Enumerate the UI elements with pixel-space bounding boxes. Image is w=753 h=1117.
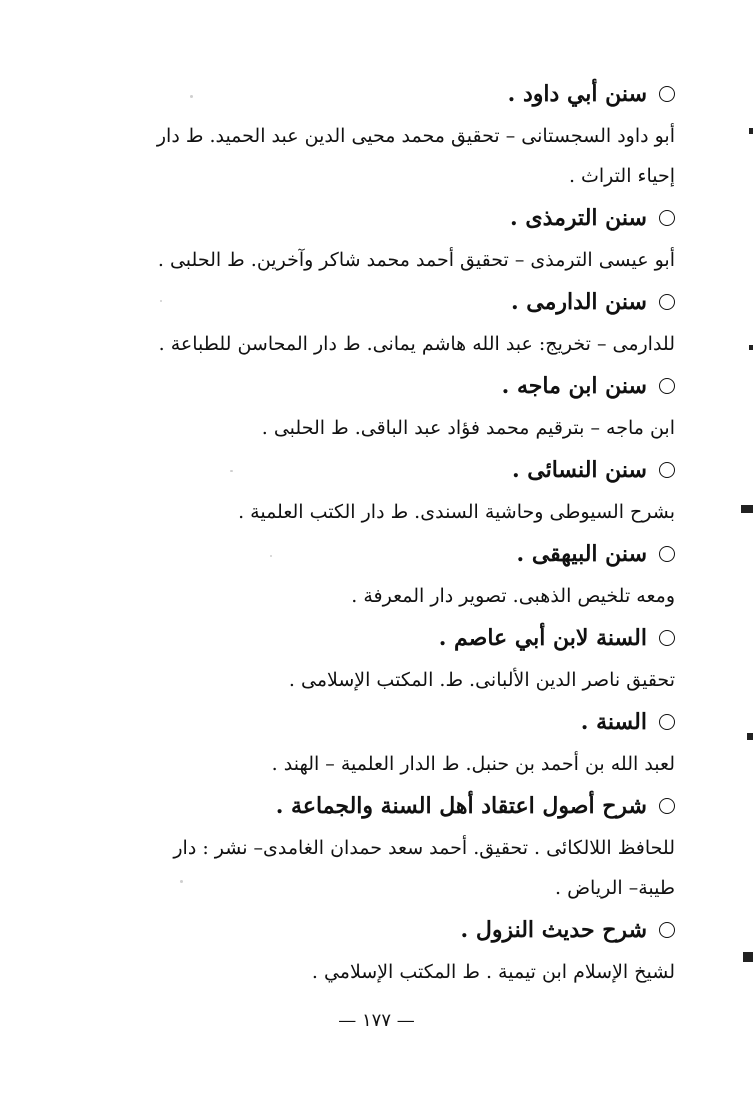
scan-edge-mark — [747, 733, 753, 740]
entry-description — [115, 660, 675, 700]
circle-bullet-icon — [659, 210, 675, 226]
entry-description — [115, 408, 675, 448]
entry-description-line: تحقيق ناصر الدين الألبانى. ط. المكتب الإسلامى . — [288, 669, 675, 691]
list-item — [115, 448, 675, 532]
paper-speck — [180, 880, 183, 883]
list-item — [115, 784, 675, 908]
entry-description-line: طيبة– الرياض . — [555, 877, 675, 899]
entry-description-line: بشرح السيوطى وحاشية السندى. ط دار الكتب العلمية . — [238, 501, 675, 523]
scan-edge-mark — [749, 345, 753, 350]
entry-description — [115, 492, 675, 532]
entry-description-line: لشيخ الإسلام ابن تيمية . ط المكتب الإسلامي . — [311, 961, 675, 983]
paper-speck — [270, 555, 272, 557]
paper-speck — [190, 95, 193, 98]
circle-bullet-icon — [659, 798, 675, 814]
entry-title-row — [115, 532, 675, 576]
entry-title: سنن الدارمى . — [510, 289, 647, 315]
entry-description-line: أبو عيسى الترمذى – تحقيق أحمد محمد شاكر وآخرين. ط الحلبى . — [157, 249, 675, 271]
entry-description — [115, 952, 675, 992]
entry-description-line: ومعه تلخيص الذهبى. تصوير دار المعرفة . — [351, 585, 675, 607]
list-item — [115, 700, 675, 784]
circle-bullet-icon — [659, 462, 675, 478]
entry-description-line: للدارمى – تخريج: عبد الله هاشم يمانى. ط دار المحاسن للطباعة . — [158, 333, 675, 355]
entry-description-line: أبو داود السجستانى – تحقيق محمد محيى الدين عبد الحميد. ط دار — [156, 125, 675, 147]
scan-edge-mark — [749, 128, 753, 134]
entry-description — [115, 324, 675, 364]
circle-bullet-icon — [659, 630, 675, 646]
entry-title: سنن النسائى . — [511, 457, 647, 483]
entry-title: سنن الترمذى . — [510, 205, 647, 231]
entry-description — [115, 744, 675, 784]
entry-title-row — [115, 196, 675, 240]
bibliography-list — [115, 72, 675, 992]
entry-title: السنة . — [580, 709, 647, 735]
paper-speck — [230, 470, 233, 472]
list-item — [115, 616, 675, 700]
circle-bullet-icon — [659, 714, 675, 730]
circle-bullet-icon — [659, 546, 675, 562]
entry-title-row — [115, 280, 675, 324]
entry-title-row — [115, 364, 675, 408]
circle-bullet-icon — [659, 378, 675, 394]
entry-description-line: للحافظ اللالكائى . تحقيق. أحمد سعد حمدان الغامدى– نشر : دار — [173, 837, 675, 859]
entry-description-line: ابن ماجه – بترقيم محمد فؤاد عبد الباقى. ط الحلبى . — [261, 417, 675, 439]
list-item — [115, 908, 675, 992]
circle-bullet-icon — [659, 86, 675, 102]
entry-title-row — [115, 448, 675, 492]
entry-title-row — [115, 784, 675, 828]
entry-description — [115, 240, 675, 280]
entry-title: سنن ابن ماجه . — [501, 373, 647, 399]
entry-title: شرح حديث النزول . — [460, 917, 647, 943]
entry-title: سنن أبي داود . — [507, 81, 647, 107]
entry-description-line: لعبد الله بن أحمد بن حنبل. ط الدار العلمية – الهند . — [271, 753, 675, 775]
entry-description — [115, 116, 675, 196]
entry-title-row — [115, 700, 675, 744]
entry-description-line: إحياء التراث . — [568, 165, 675, 187]
entry-description — [115, 828, 675, 908]
paper-speck — [160, 300, 162, 302]
circle-bullet-icon — [659, 922, 675, 938]
list-item — [115, 532, 675, 616]
entry-title: سنن البيهقى . — [516, 541, 647, 567]
entry-title: السنة لابن أبي عاصم . — [438, 625, 647, 651]
scan-edge-mark — [743, 952, 753, 962]
entry-title-row — [115, 72, 675, 116]
entry-title-row — [115, 616, 675, 660]
entry-title: شرح أصول اعتقاد أهل السنة والجماعة . — [275, 793, 647, 819]
circle-bullet-icon — [659, 294, 675, 310]
page-number: — ١٧٧ — — [338, 1010, 415, 1031]
entry-title-row — [115, 908, 675, 952]
list-item — [115, 280, 675, 364]
scan-edge-mark — [741, 505, 753, 513]
list-item — [115, 196, 675, 280]
entry-description — [115, 576, 675, 616]
list-item — [115, 72, 675, 196]
list-item — [115, 364, 675, 448]
